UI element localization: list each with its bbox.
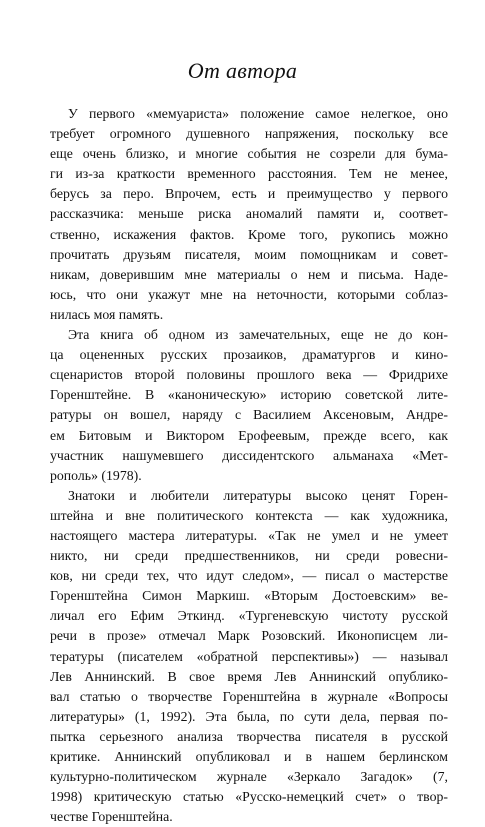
text-line: личал его Ефим Эткинд. «Тургеневскую чистоту русской	[50, 608, 448, 624]
text-line: настоящего мастера литературы. «Так не умел и не умеет	[50, 527, 448, 543]
text-line: Горенштейна Симон Маркиш. «Вторым Достоевским» ве-	[50, 588, 448, 604]
chapter-title: От автора	[187, 58, 298, 83]
text-line: никам, доверившим мне материалы о нем и письма. Наде-	[50, 266, 448, 282]
text-line: 1998) критическую статью «Русско-немецкий счет» о твор-	[50, 789, 448, 805]
text-line: юсь, что они укажут мне на неточности, которыми соблаз-	[50, 286, 448, 302]
text-line: рассказчика: меньше риска аномалий памяти и, соответ-	[50, 206, 448, 222]
text-line: еще очень близко, и многие события не созрели для бума-	[50, 146, 448, 162]
text-line: рополь» (1978).	[50, 467, 142, 483]
text-line: тературы (писателем «обратной перспективы») — называл	[50, 648, 448, 664]
text-line: У первого «мемуариста» положение самое нелегкое, оно	[68, 106, 448, 121]
text-line: никто, ни среди предшественников, ни среди ровесни-	[50, 548, 448, 564]
paragraph-1	[50, 104, 448, 325]
text-line: ги из-за краткости временного расстояния. Тем не менее,	[50, 166, 448, 182]
text-line: Эта книга об одном из замечательных, еще не до кон-	[68, 327, 448, 343]
text-line: прочитать друзьям писателя, моим помощникам и совет-	[50, 246, 448, 262]
text-line: участник нашумевшего диссидентского альманаха «Мет-	[50, 447, 448, 463]
body-text	[50, 104, 448, 827]
text-line: берусь за перо. Впрочем, есть и преимущество у первого	[50, 186, 448, 202]
text-line: культурно-политическом журнале «Зеркало Загадок» (7,	[50, 769, 448, 785]
text-line: пытка серьезного анализа творчества писателя в русской	[50, 728, 448, 744]
text-line: критике. Аннинский опубликовал и в нашем берлинском	[50, 749, 448, 764]
text-line: ков, ни среди тех, что идут следом», — писал о мастерстве	[50, 568, 448, 584]
text-line: Знатоки и любители литературы высоко ценят Горен-	[68, 487, 448, 503]
text-line: ственно, искажения фактов. Кроме того, рукопись можно	[50, 226, 448, 242]
text-line: штейна и вне политического контекста — как художника,	[50, 507, 448, 523]
text-line: вал статью о творчестве Горенштейна в журнале «Вопросы	[50, 688, 448, 704]
text-line: ратуры он вошел, наряду с Василием Аксеновым, Андре-	[50, 407, 448, 423]
text-line: честве Горенштейна.	[50, 809, 173, 825]
text-line: ца оцененных русских прозаиков, драматургов и кино-	[50, 347, 448, 363]
text-line: литературы» (1, 1992). Эта была, по сути дела, первая по-	[50, 708, 448, 724]
paragraph-3	[50, 486, 448, 827]
text-line: сценаристов второй половины прошлого века — Фридрихе	[50, 367, 448, 383]
text-line: нилась моя память.	[50, 306, 164, 322]
text-line: требует огромного душевного напряжения, поскольку все	[50, 126, 448, 142]
text-line: Лев Аннинский. В свое время Лев Аннинский опублико-	[50, 668, 448, 684]
paragraph-2	[50, 325, 448, 486]
text-line: речи в прозе» отмечал Марк Розовский. Иконописцем ли-	[50, 628, 448, 644]
text-line: Горенштейне. В «каноническую» историю советской лите-	[50, 387, 448, 403]
text-line: ем Битовым и Виктором Ерофеевым, прежде всего, как	[50, 427, 448, 443]
